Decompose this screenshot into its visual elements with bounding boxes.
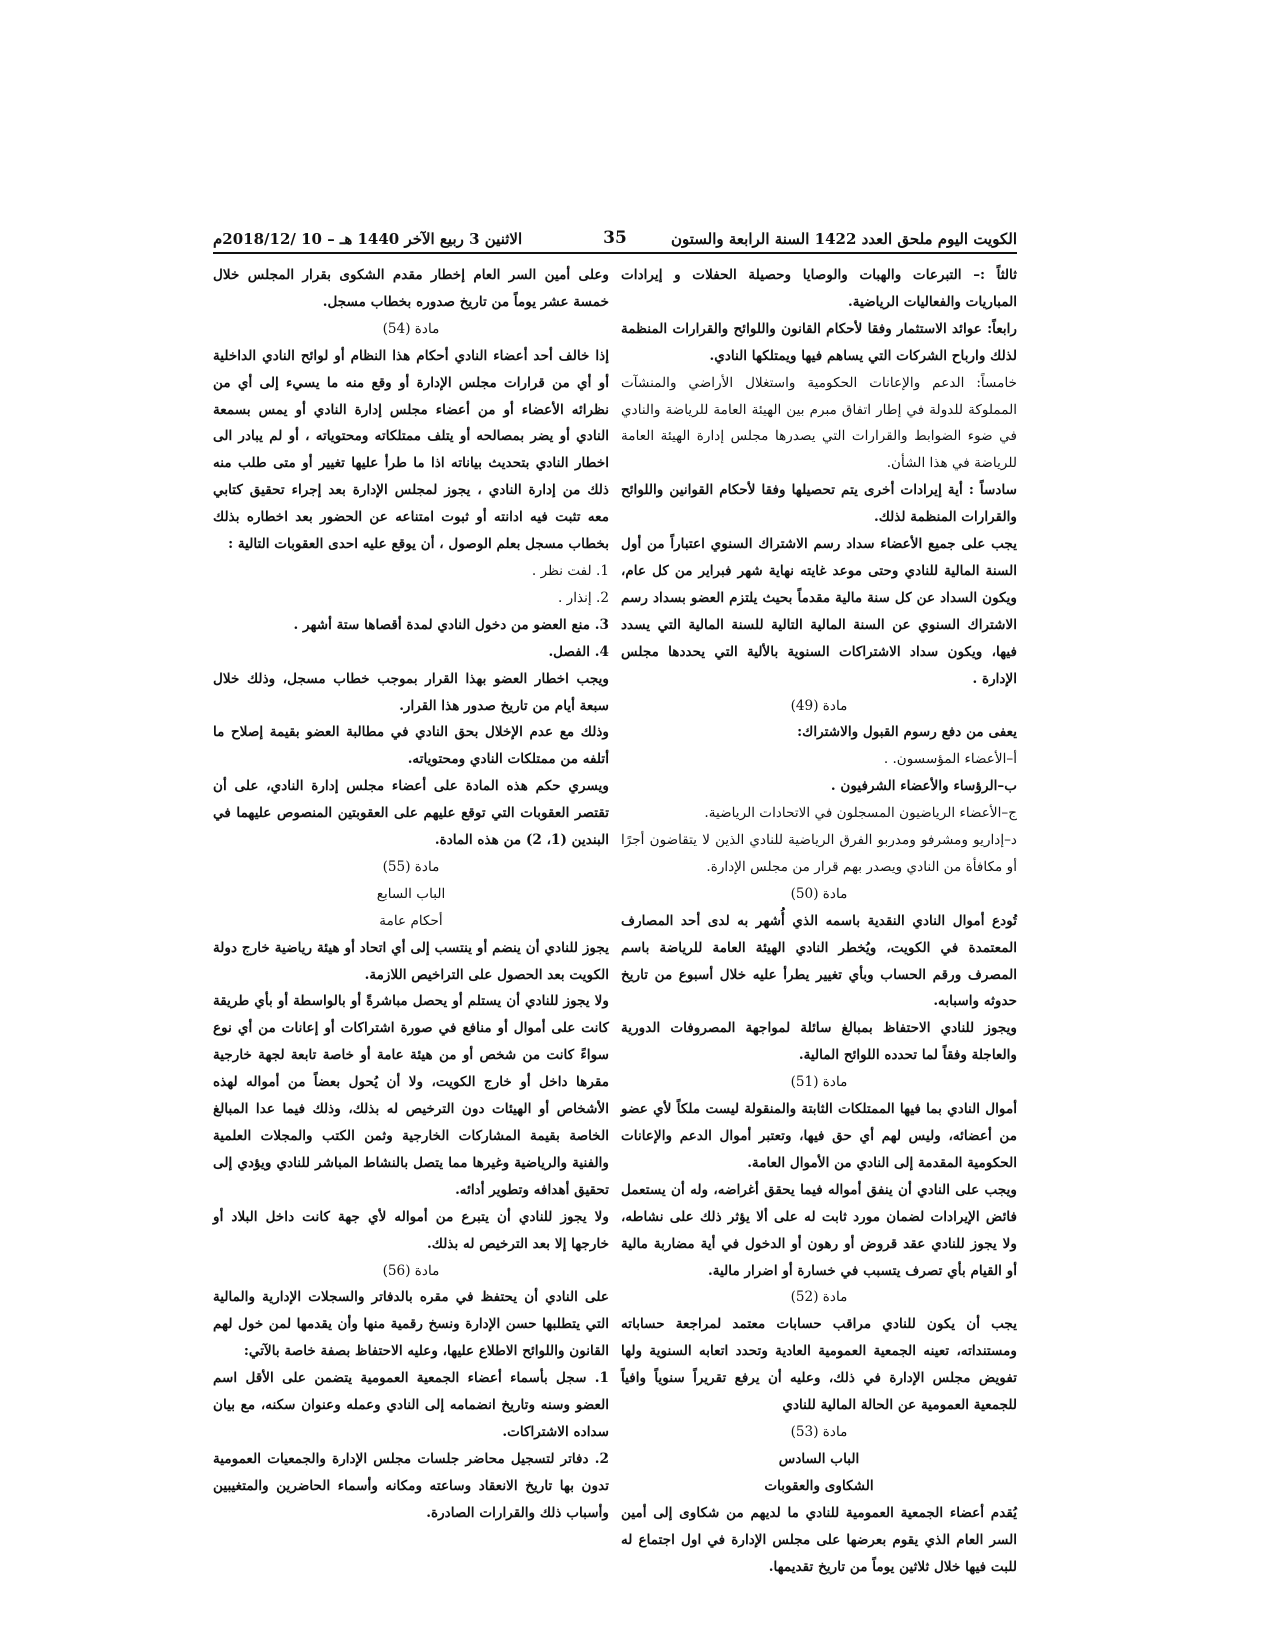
article-heading: أحكام عامة (379, 912, 443, 929)
list-item: ج–الأعضاء الرياضيون المسجلون في الاتحادات الرياضية. (704, 805, 1017, 822)
paragraph: وذلك مع عدم الإخلال بحق النادي في مطالبة العضو بقيمة إصلاح ما أتلفه من ممتلكات النادي ومحتوياته. (213, 724, 609, 768)
paragraph: يجوز للنادي أن ينضم أو ينتسب إلى أي اتحاد أو هيئة رياضية خارج دولة الكويت بعد الحصول على التراخيص اللازمة. (213, 939, 609, 983)
paragraph: يجب على جميع الأعضاء سداد رسم الاشتراك السنوي اعتباراً من أول السنة المالية للنادي وحتى موعد غايته نهاية شهر فبراير من كل عام، ويكون السداد عن كل سنة مالية مقدماً بحيث يلتزم العضو بسداد رسم الاشتراك السنوي عن السنة المالية التالية للسنة المالية التي يسدد فيها، ويكون سداد الاشتراكات السنوية بالألية التي يحددها مجلس الإدارة . (621, 536, 1017, 687)
paragraph: د–إداريو ومشرفو ومدربو الفرق الرياضية للنادي الذين لا يتقاضون أجرًا أو مكافأة من النادي ويصدر بهم قرار من مجلس الإدارة. (621, 832, 1017, 875)
paragraph: يجب أن يكون للنادي مراقب حسابات معتمد لمراجعة حساباته ومستنداته، تعينه الجمعية العمومية العادية وتحدد اتعابه السنوية ولها تفويض مجلس الإدارة في ذلك، وعليه أن يرفع تقريراً سنوياً وافياً للجمعية العمومية عن الحالة المالية للنادي (621, 1316, 1017, 1414)
paragraph: سادساً : أية إيرادات أخرى يتم تحصيلها وفقا لأحكام القوانين واللوائح والقرارات المنظمة لذلك. (621, 482, 1017, 526)
paragraph: إذا خالف أحد أعضاء النادي أحكام هذا النظام أو لوائح النادي الداخلية أو أي من قرارات مجلس الإدارة أو وقع منه ما يسيء إلى أي من نظرائه الأعضاء أو من أعضاء مجلس إدارة النادي أو يمس بسمعة النادي أو يضر بمصالحه أو يتلف ممتلكاته ومحتوياته ، أو لم يبادر الى اخطار النادي بتحديث بياناته اذا ما طرأ عليها تغيير أو متى طلب منه ذلك من إدارة النادي ، يجوز لمجلس الإدارة بعد إجراء تحقيق كتابي معه تثبت فيه ادانته أو ثبوت امتناعه عن الحضور بعد اخطاره بذلك بخطاب مسجل بعلم الوصول ، أن يوقع عليه احدى العقوبات التالية : (213, 347, 609, 553)
gazette-issue-info: الكويت اليوم ملحق العدد 1422 السنة الرابعة والستون (671, 230, 1017, 248)
paragraph: خامساً: الدعم والإعانات الحكومية واستغلال الأراضي والمنشآت المملوكة للدولة في إطار اتفاق مبرم بين الهيئة العامة للرياضة والنادي في ضوء الضوابط والقرارات التي يصدرها مجلس إدارة الهيئة العامة للرياضة في هذا الشأن. (621, 374, 1017, 472)
page-number: 35 (603, 228, 627, 248)
article-heading: مادة (49) (790, 697, 848, 714)
left-text-column (213, 262, 609, 1527)
section-heading: الباب السادس (778, 1450, 860, 1467)
paragraph: ثالثاً :– التبرعات والهبات والوصايا وحصيلة الحفلات و إيرادات المباريات والفعاليات الرياضية. (621, 267, 1017, 310)
paragraph: ويسري حكم هذه المادة على أعضاء مجلس إدارة النادي، على أن تقتصر العقوبات التي توقع عليهم على العقوبتين المنصوص عليهما في البندين (1، 2) من هذه المادة. (213, 778, 609, 849)
section-heading: الشكاوى والعقوبات (764, 1477, 874, 1494)
article-heading: مادة (54) (382, 320, 440, 337)
article-heading: مادة (53) (790, 1423, 848, 1440)
list-item: 1. لفت نظر . (531, 562, 609, 579)
paragraph: 1. سجل بأسماء أعضاء الجمعية العمومية يتضمن على الأقل اسم العضو وسنه وتاريخ انضمامه إلى النادي وعمله وعنوان سكنه، مع بيان سداده الاشتراكات. (213, 1370, 609, 1440)
article-heading: مادة (56) (382, 1262, 440, 1279)
paragraph: ويجب اخطار العضو بهذا القرار بموجب خطاب مسجل، وذلك خلال سبعة أيام من تاريخ صدور هذا القرار. (213, 670, 609, 714)
paragraph: أموال النادي بما فيها الممتلكات الثابتة والمنقولة ليست ملكاً لأي عضو من أعضائه، وليس لهم أي حق فيها، وتعتبر أموال الدعم والإعانات الحكومية المقدمة إلى النادي من الأموال العامة. (621, 1101, 1017, 1171)
paragraph: على النادي أن يحتفظ في مقره بالدفاتر والسجلات الإدارية والمالية التي يتطلبها حسن الإدارة ونسخ رقمية منها وأن يقدمها لمن خول لهم القانون واللوائح الاطلاع عليها، وعليه الاحتفاظ بصفة خاصة بالآتي: (213, 1289, 609, 1360)
paragraph: تُودع أموال النادي النقدية باسمه الذي أُشهر به لدى أحد المصارف المعتمدة في الكويت، ويُخطر النادي الهيئة العامة للرياضة باسم المصرف ورقم الحساب وبأي تغيير يطرأ عليه خلال أسبوع من تاريخ حدوثه واسبابه. (621, 912, 1017, 1010)
paragraph: وعلى أمين السر العام إخطار مقدم الشكوى بقرار المجلس خلال خمسة عشر يوماً من تاريخ صدوره بخطاب مسجل. (213, 267, 609, 310)
paragraph: 2. دفاتر لتسجيل محاضر جلسات مجلس الإدارة والجمعيات العمومية تدون بها تاريخ الانعقاد وساعته ومكانه وأسماء الحاضرين والمتغيبين وأسباب ذلك والقرارات الصادرة. (213, 1450, 609, 1521)
article-heading: مادة (55) (382, 858, 440, 875)
issue-date: الاثنين 3 ربيع الآخر 1440 هـ – 10 /2018/12م (213, 230, 523, 248)
article-heading: الباب السابع (376, 885, 446, 902)
list-item: ب–الرؤساء والأعضاء الشرفيون . (830, 778, 1017, 795)
article-heading: مادة (50) (790, 885, 848, 902)
article-heading: مادة (51) (790, 1074, 848, 1091)
list-item: 4. الفصل. (548, 643, 609, 660)
paragraph: ويجب على النادي أن ينفق أمواله فيما يحقق أغراضه، وله أن يستعمل فائض الإيرادات لضمان مورد ثابت له على ألا يؤثر ذلك على نشاطه، ولا يجوز للنادي عقد قروض أو رهون أو الدخول في أية مضاربة مالية أو القيام بأي تصرف يتسبب في خسارة أو اضرار مالية. (621, 1181, 1017, 1279)
paragraph: ويجوز للنادي الاحتفاظ بمبالغ سائلة لمواجهة المصروفات الدورية والعاجلة وفقاً لما تحدده اللوائح المالية. (621, 1020, 1017, 1064)
list-item: أ–الأعضاء المؤسسون. . (883, 751, 1017, 768)
page-header (213, 226, 1017, 254)
paragraph: يُقدم أعضاء الجمعية العمومية للنادي ما لديهم من شكاوى إلى أمين السر العام الذي يقوم بعرضها على مجلس الإدارة في اول اجتماع له للبت فيها خلال ثلاثين يوماً من تاريخ تقديمها. (621, 1504, 1017, 1575)
paragraph: ولا يجوز للنادي أن يتبرع من أمواله لأي جهة كانت داخل البلاد أو خارجها إلا بعد الترخيص له بذلك. (213, 1208, 609, 1252)
paragraph: رابعاً: عوائد الاستثمار وفقا لأحكام القانون واللوائح والقرارات المنظمة لذلك وارباح الشركات التي يساهم فيها ويمتلكها النادي. (621, 320, 1017, 364)
list-item: 2. إنذار . (558, 589, 609, 606)
list-item: 3. منع العضو من دخول النادي لمدة أقصاها ستة أشهر . (293, 616, 609, 633)
article-heading: مادة (52) (790, 1289, 848, 1306)
paragraph: يعفى من دفع رسوم القبول والاشتراك: (797, 724, 1017, 741)
paragraph: ولا يجوز للنادي أن يستلم أو يحصل مباشرةً أو بالواسطة أو بأي طريقة كانت على أموال أو منافع في صورة اشتراكات أو إعانات من أي نوع سواءً كانت من شخص أو من هيئة عامة أو خاصة تابعة لجهة خارجية مقرها داخل أو خارج الكويت، ولا أن يُحول بعضاً من أمواله لهذه الأشخاص أو الهيئات دون الترخيص له بذلك، وذلك فيما عدا المبالغ الخاصة بقيمة المشاركات الخارجية وثمن الكتب والمجلات العلمية والفنية والرياضية وغيرها مما يتصل بالنشاط المباشر للنادي ويؤدي إلى تحقيق أهدافه وتطوير أدائه. (213, 993, 609, 1198)
right-text-column (621, 262, 1017, 1580)
